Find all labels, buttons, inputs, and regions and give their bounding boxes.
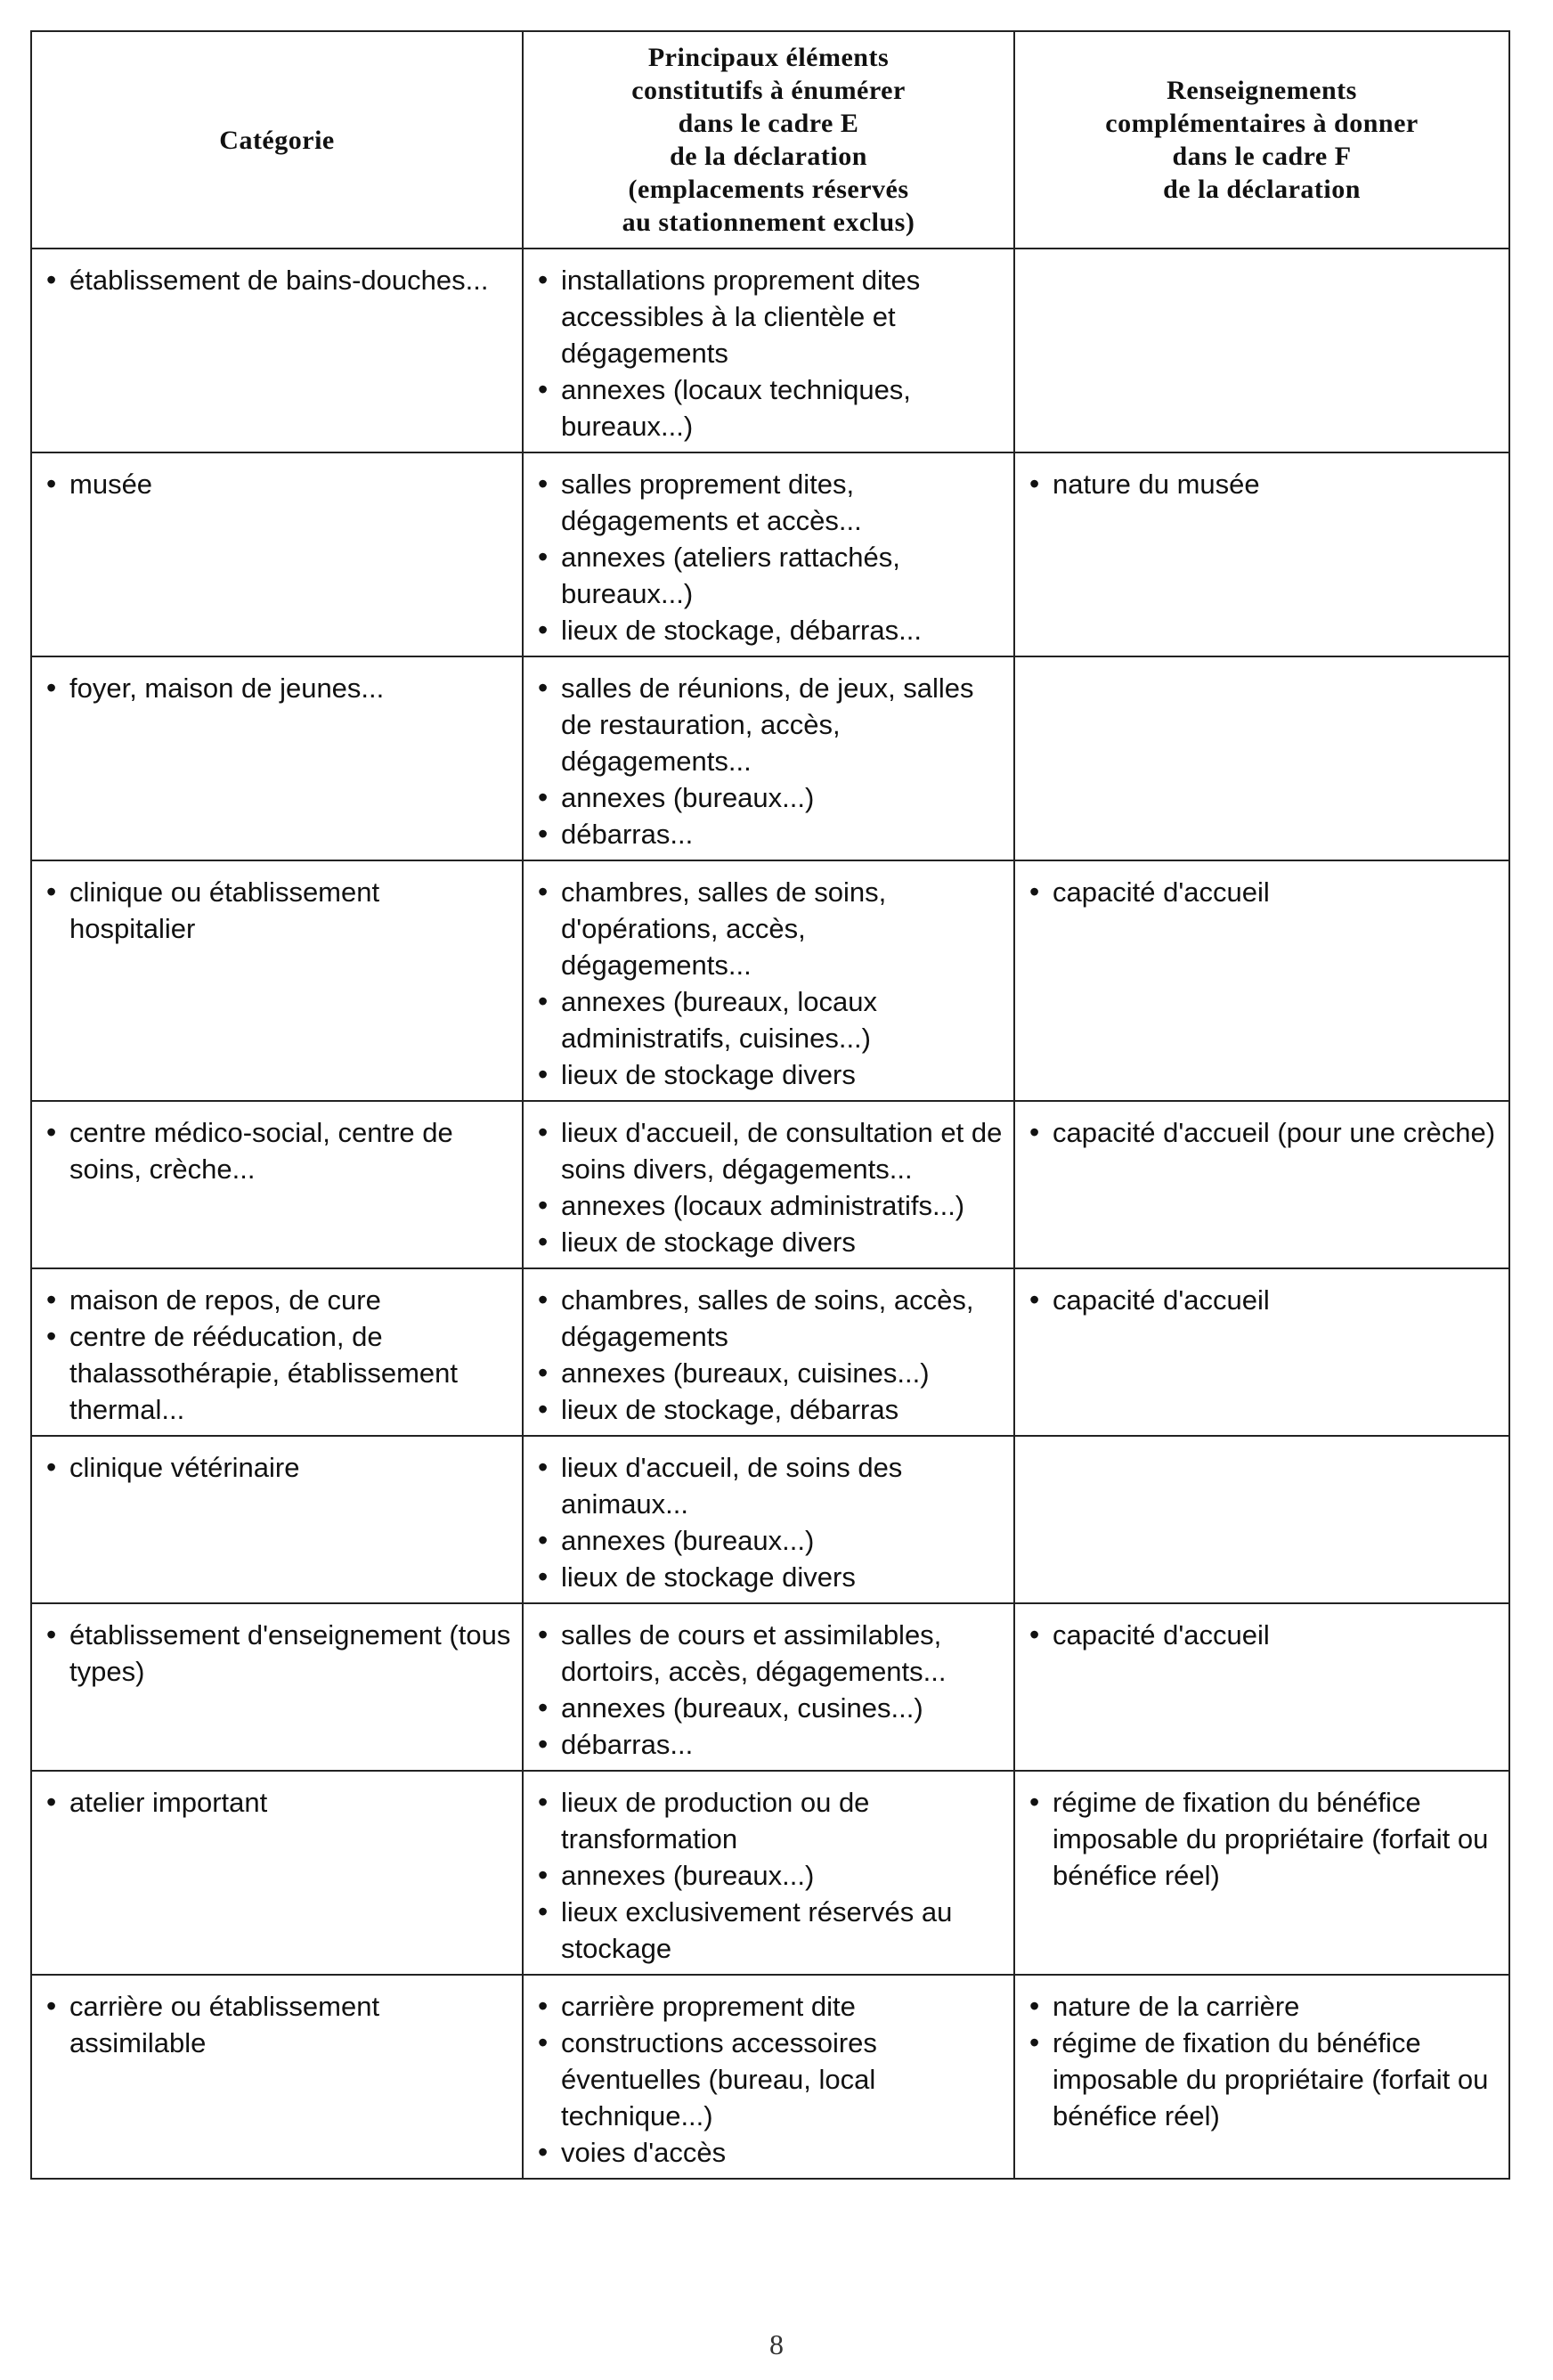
header-line: Catégorie bbox=[219, 125, 335, 155]
elements-cell bbox=[523, 1436, 1014, 1603]
bullet-list bbox=[538, 466, 1003, 648]
bullet-list bbox=[46, 1988, 511, 2061]
bullet-list bbox=[1029, 1617, 1498, 1653]
header-line: Principaux éléments bbox=[647, 43, 890, 72]
list-item: • nature du musée bbox=[1029, 466, 1498, 502]
list-item: • annexes (bureaux...) bbox=[538, 1522, 1003, 1559]
elements-cell bbox=[523, 1603, 1014, 1771]
info-cell bbox=[1014, 656, 1509, 860]
table-body bbox=[31, 249, 1509, 2179]
list-item: • voies d'accès bbox=[538, 2134, 1003, 2171]
bullet-list bbox=[538, 1114, 1003, 1260]
list-item: • annexes (locaux techniques, bureaux...) bbox=[538, 371, 1003, 444]
table-row bbox=[31, 1268, 1509, 1436]
header-category bbox=[31, 31, 523, 249]
header-info bbox=[1014, 31, 1509, 249]
list-item: • centre médico-social, centre de soins, crèche... bbox=[46, 1114, 511, 1187]
header-row bbox=[31, 31, 1509, 249]
info-cell bbox=[1014, 860, 1509, 1101]
bullet-list bbox=[538, 1988, 1003, 2171]
list-item: • installations proprement dites accessibles à la clientèle et dégagements bbox=[538, 262, 1003, 371]
list-item: • annexes (bureaux...) bbox=[538, 779, 1003, 816]
list-item: • salles proprement dites, dégagements et accès... bbox=[538, 466, 1003, 539]
list-item: • débarras... bbox=[538, 1726, 1003, 1763]
list-item: • nature de la carrière bbox=[1029, 1988, 1498, 2025]
table-row bbox=[31, 1436, 1509, 1603]
category-cell bbox=[31, 1603, 523, 1771]
list-item: • débarras... bbox=[538, 816, 1003, 852]
bullet-list bbox=[1029, 1114, 1498, 1151]
bullet-list bbox=[1029, 874, 1498, 910]
elements-cell bbox=[523, 249, 1014, 452]
table-row bbox=[31, 1101, 1509, 1268]
list-item: • établissement d'enseignement (tous types) bbox=[46, 1617, 511, 1690]
bullet-list bbox=[46, 1617, 511, 1690]
category-cell bbox=[31, 1975, 523, 2179]
bullet-list bbox=[538, 262, 1003, 444]
list-item: • carrière proprement dite bbox=[538, 1988, 1003, 2025]
bullet-list bbox=[46, 1114, 511, 1187]
header-elements bbox=[523, 31, 1014, 249]
info-cell bbox=[1014, 1603, 1509, 1771]
list-item: • chambres, salles de soins, accès, dégagements bbox=[538, 1282, 1003, 1355]
list-item: • régime de fixation du bénéfice imposable du propriétaire (forfait ou bénéfice réel) bbox=[1029, 1784, 1498, 1894]
category-cell bbox=[31, 249, 523, 452]
category-cell bbox=[31, 860, 523, 1101]
header-line: de la déclaration bbox=[1163, 175, 1361, 204]
info-cell bbox=[1014, 1975, 1509, 2179]
bullet-list bbox=[538, 1784, 1003, 1967]
header-line: constitutifs à énumérer bbox=[631, 76, 906, 105]
info-cell bbox=[1014, 1436, 1509, 1603]
elements-cell bbox=[523, 1101, 1014, 1268]
category-cell bbox=[31, 1771, 523, 1975]
elements-cell bbox=[523, 1268, 1014, 1436]
table-row bbox=[31, 656, 1509, 860]
list-item: • clinique vétérinaire bbox=[46, 1449, 511, 1486]
category-cell bbox=[31, 656, 523, 860]
bullet-list bbox=[1029, 466, 1498, 502]
header-line: au stationnement exclus) bbox=[622, 208, 915, 237]
list-item: • lieux de stockage, débarras... bbox=[538, 612, 1003, 648]
bullet-list bbox=[46, 1449, 511, 1486]
elements-cell bbox=[523, 860, 1014, 1101]
info-cell bbox=[1014, 452, 1509, 656]
list-item: • lieux exclusivement réservés au stockage bbox=[538, 1894, 1003, 1967]
list-item: • clinique ou établissement hospitalier bbox=[46, 874, 511, 947]
list-item: • atelier important bbox=[46, 1784, 511, 1821]
elements-cell bbox=[523, 1771, 1014, 1975]
bullet-list bbox=[46, 1784, 511, 1821]
category-cell bbox=[31, 1436, 523, 1603]
bullet-list bbox=[46, 1282, 511, 1428]
list-item: • lieux d'accueil, de soins des animaux... bbox=[538, 1449, 1003, 1522]
bullet-list bbox=[1029, 1988, 1498, 2134]
bullet-list bbox=[538, 1282, 1003, 1428]
bullet-list bbox=[538, 670, 1003, 852]
list-item: • annexes (bureaux...) bbox=[538, 1857, 1003, 1894]
list-item: • établissement de bains-douches... bbox=[46, 262, 511, 298]
bullet-list bbox=[46, 670, 511, 706]
category-table bbox=[30, 30, 1510, 2180]
elements-cell bbox=[523, 1975, 1014, 2179]
category-cell bbox=[31, 1268, 523, 1436]
list-item: • annexes (ateliers rattachés, bureaux...) bbox=[538, 539, 1003, 612]
list-item: • foyer, maison de jeunes... bbox=[46, 670, 511, 706]
list-item: • annexes (locaux administratifs...) bbox=[538, 1187, 1003, 1224]
header-line: complémentaires à donner bbox=[1105, 109, 1419, 138]
list-item: • annexes (bureaux, cuisines...) bbox=[538, 1355, 1003, 1391]
list-item: • lieux de stockage, débarras bbox=[538, 1391, 1003, 1428]
category-cell bbox=[31, 452, 523, 656]
table-row bbox=[31, 1771, 1509, 1975]
table-row bbox=[31, 860, 1509, 1101]
bullet-list bbox=[538, 1617, 1003, 1763]
table-row bbox=[31, 452, 1509, 656]
list-item: • lieux de stockage divers bbox=[538, 1224, 1003, 1260]
table-row bbox=[31, 1603, 1509, 1771]
list-item: • constructions accessoires éventuelles (bureau, local technique...) bbox=[538, 2025, 1003, 2134]
list-item: • salles de cours et assimilables, dortoirs, accès, dégagements... bbox=[538, 1617, 1003, 1690]
list-item: • salles de réunions, de jeux, salles de restauration, accès, dégagements... bbox=[538, 670, 1003, 779]
list-item: • annexes (bureaux, cusines...) bbox=[538, 1690, 1003, 1726]
list-item: • maison de repos, de cure bbox=[46, 1282, 511, 1318]
elements-cell bbox=[523, 656, 1014, 860]
list-item: • capacité d'accueil (pour une crèche) bbox=[1029, 1114, 1498, 1151]
list-item: • lieux d'accueil, de consultation et de soins divers, dégagements... bbox=[538, 1114, 1003, 1187]
info-cell bbox=[1014, 249, 1509, 452]
info-cell bbox=[1014, 1101, 1509, 1268]
bullet-list bbox=[1029, 1282, 1498, 1318]
list-item: • musée bbox=[46, 466, 511, 502]
list-item: • régime de fixation du bénéfice imposable du propriétaire (forfait ou bénéfice réel) bbox=[1029, 2025, 1498, 2134]
bullet-list bbox=[46, 874, 511, 947]
header-line: dans le cadre E bbox=[678, 109, 859, 138]
bullet-list bbox=[46, 466, 511, 502]
table-row bbox=[31, 1975, 1509, 2179]
list-item: • centre de rééducation, de thalassothérapie, établissement thermal... bbox=[46, 1318, 511, 1428]
list-item: • chambres, salles de soins, d'opérations, accès, dégagements... bbox=[538, 874, 1003, 983]
page-number: 8 bbox=[769, 2328, 784, 2360]
category-cell bbox=[31, 1101, 523, 1268]
list-item: • capacité d'accueil bbox=[1029, 874, 1498, 910]
info-cell bbox=[1014, 1268, 1509, 1436]
bullet-list bbox=[538, 874, 1003, 1093]
bullet-list bbox=[538, 1449, 1003, 1595]
elements-cell bbox=[523, 452, 1014, 656]
table-row bbox=[31, 249, 1509, 452]
header-line: (emplacements réservés bbox=[628, 175, 909, 204]
bullet-list bbox=[1029, 1784, 1498, 1894]
list-item: • annexes (bureaux, locaux administratifs, cuisines...) bbox=[538, 983, 1003, 1056]
header-line: de la déclaration bbox=[670, 142, 867, 171]
list-item: • lieux de stockage divers bbox=[538, 1559, 1003, 1595]
header-line: dans le cadre F bbox=[1172, 142, 1352, 171]
list-item: • lieux de production ou de transformation bbox=[538, 1784, 1003, 1857]
list-item: • capacité d'accueil bbox=[1029, 1617, 1498, 1653]
bullet-list bbox=[46, 262, 511, 298]
header-line: Renseignements bbox=[1167, 76, 1357, 105]
list-item: • lieux de stockage divers bbox=[538, 1056, 1003, 1093]
list-item: • carrière ou établissement assimilable bbox=[46, 1988, 511, 2061]
list-item: • capacité d'accueil bbox=[1029, 1282, 1498, 1318]
info-cell bbox=[1014, 1771, 1509, 1975]
